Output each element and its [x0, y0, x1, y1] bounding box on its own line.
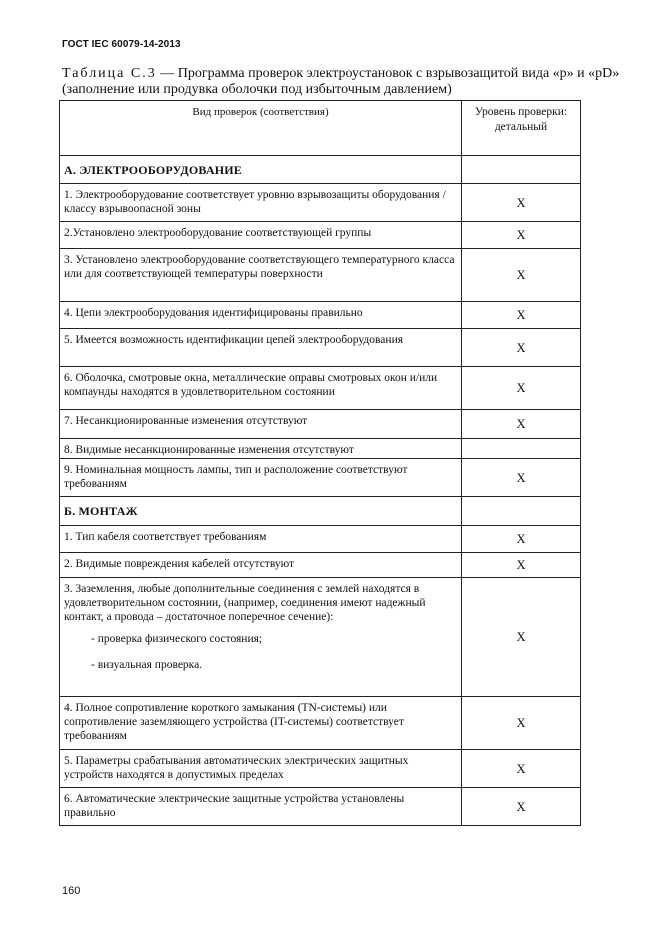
table-row	[60, 367, 581, 410]
column-header-level: Уровень проверки: детальный	[462, 101, 581, 156]
table-title: Программа проверок электроустановок с взрывозащитой вида «р» и «pD» (заполнение или продувка оболочки под избыточным давлением)	[62, 66, 620, 97]
check-text: 1. Электрооборудование соответствует уровню взрывозащиты оборудования / классу взрывоопасной зоны	[60, 184, 462, 222]
check-mark: X	[462, 302, 581, 329]
document-header: ГОСТ IEC 60079-14-2013	[62, 39, 181, 50]
table-row	[60, 222, 581, 249]
table-row	[60, 750, 581, 788]
check-mark: X	[462, 249, 581, 302]
table-row	[60, 459, 581, 497]
page-number: 160	[62, 885, 81, 897]
check-text: 5. Параметры срабатывания автоматических электрических защитных устройств находятся в допустимых пределах	[60, 750, 462, 788]
check-text: 8. Видимые несанкционированные изменения отсутствуют	[60, 439, 462, 459]
check-text: 4. Полное сопротивление короткого замыкания (TN-системы) или сопротивление заземляющего устройства (IT-системы) соответствует требованиям	[60, 697, 462, 750]
table-row	[60, 439, 581, 459]
check-text-compound	[60, 578, 462, 697]
column-header-type: Вид проверок (соответствия)	[60, 101, 462, 156]
check-text: 6. Оболочка, смотровые окна, металлические оправы смотровых окон и/или компаунды находятся в удовлетворительном состоянии	[60, 367, 462, 410]
table-row	[60, 329, 581, 367]
check-mark: X	[462, 459, 581, 497]
table-row	[60, 410, 581, 439]
check-mark: X	[462, 697, 581, 750]
table-caption	[62, 66, 622, 98]
table-row	[60, 302, 581, 329]
check-text: 2.Установлено электрооборудование соответствующей группы	[60, 222, 462, 249]
section-title: Б. МОНТАЖ	[60, 497, 462, 526]
check-mark: X	[462, 553, 581, 578]
check-text: 3. Заземления, любые дополнительные соединения с землей находятся в удовлетворительном состоянии, (например, соединения имеют надежный контакт, а провода – достаточное поперечное сечение):	[64, 583, 426, 623]
check-text: 3. Установлено электрооборудование соответствующего температурного класса или для соответствующей температуры поверхности	[60, 249, 462, 302]
table-row	[60, 184, 581, 222]
table-row	[60, 526, 581, 553]
table-row	[60, 553, 581, 578]
section-row	[60, 497, 581, 526]
table-row	[60, 788, 581, 826]
check-mark: X	[462, 578, 581, 697]
section-title: А. ЭЛЕКТРООБОРУДОВАНИЕ	[60, 156, 462, 184]
table-row	[60, 249, 581, 302]
table-row	[60, 578, 581, 697]
check-mark: X	[462, 184, 581, 222]
section-row	[60, 156, 581, 184]
table-label: Таблица С.3	[62, 66, 157, 81]
check-mark: X	[462, 410, 581, 439]
check-subitem: - визуальная проверка.	[91, 659, 203, 671]
inspection-table	[59, 100, 581, 826]
check-mark: X	[462, 750, 581, 788]
check-text: 9. Номинальная мощность лампы, тип и расположение соответствуют требованиям	[60, 459, 462, 497]
check-mark: X	[462, 222, 581, 249]
check-mark	[462, 439, 581, 459]
check-text: 2. Видимые повреждения кабелей отсутствуют	[60, 553, 462, 578]
check-text: 5. Имеется возможность идентификации цепей электрооборудования	[60, 329, 462, 367]
check-text: 1. Тип кабеля соответствует требованиям	[60, 526, 462, 553]
caption-dash: —	[160, 66, 175, 81]
check-mark: X	[462, 367, 581, 410]
check-text: 7. Несанкционированные изменения отсутствуют	[60, 410, 462, 439]
check-mark: X	[462, 788, 581, 826]
check-text: 4. Цепи электрооборудования идентифицированы правильно	[60, 302, 462, 329]
table-header-row	[60, 101, 581, 156]
check-mark: X	[462, 329, 581, 367]
check-mark: X	[462, 526, 581, 553]
table-row	[60, 697, 581, 750]
check-text: 6. Автоматические электрические защитные устройства установлены правильно	[60, 788, 462, 826]
check-subitem: - проверка физического состояния;	[91, 633, 263, 645]
